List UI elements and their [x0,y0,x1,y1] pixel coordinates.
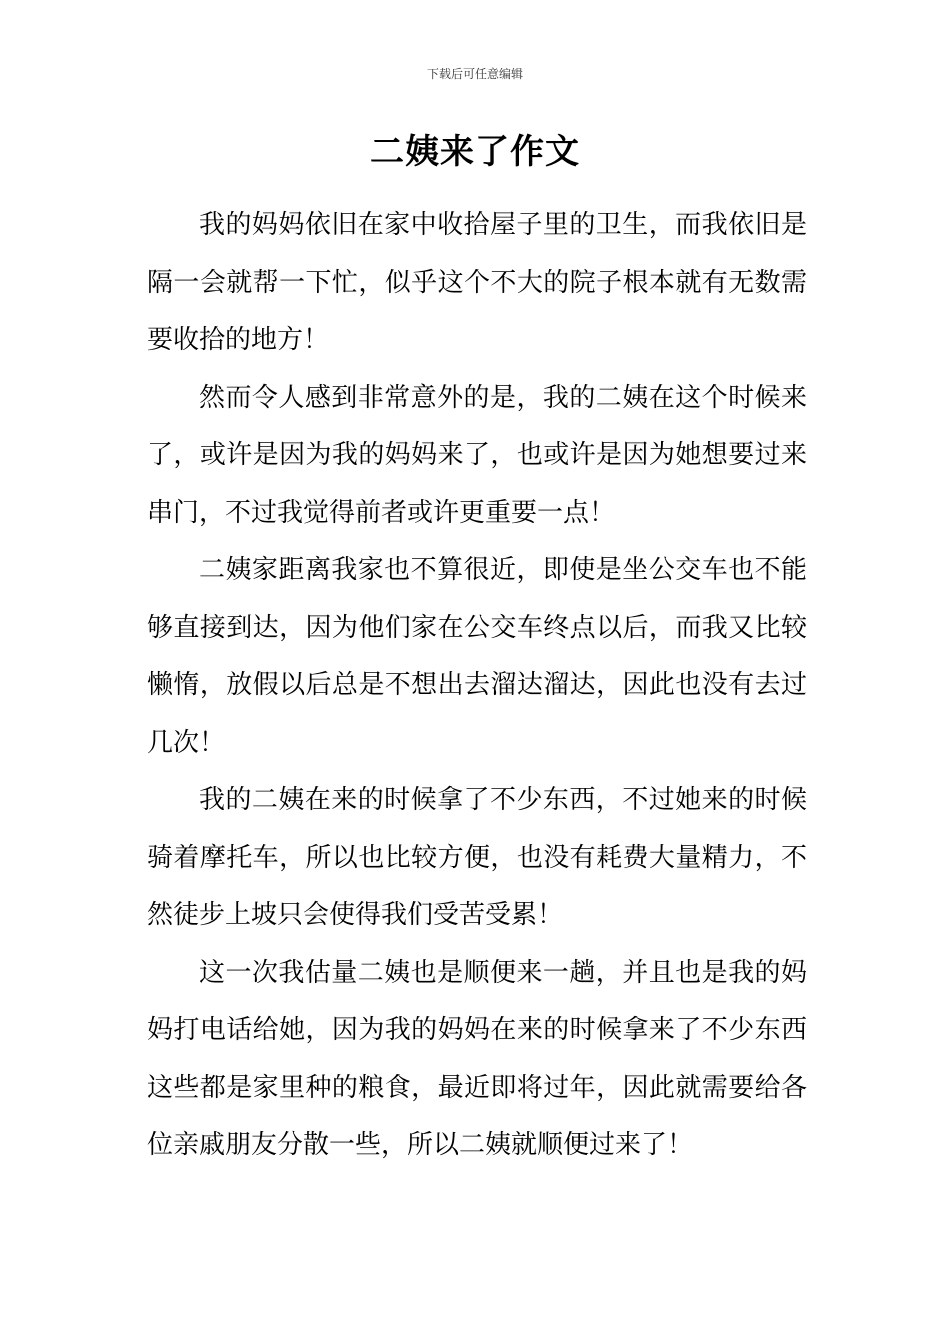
paragraph-1: 我的妈妈依旧在家中收拾屋子里的卫生，而我依旧是隔一会就帮一下忙，似乎这个不大的院子根本就有无数需要收拾的地方！ [147,210,807,355]
paragraph-4: 我的二姨在来的时候拿了不少东西，不过她来的时候骑着摩托车，所以也比较方便，也没有耗费大量精力，不然徒步上坡只会使得我们受苦受累！ [147,785,807,930]
document-title: 二姨来了作文 [370,132,580,172]
paragraph-3: 二姨家距离我家也不算很近，即使是坐公交车也不能够直接到达，因为他们家在公交车终点以后，而我又比较懒惰，放假以后总是不想出去溜达溜达，因此也没有去过几次！ [147,555,807,758]
essay-body [147,197,807,1175]
paragraph-2: 然而令人感到非常意外的是，我的二姨在这个时候来了，或许是因为我的妈妈来了，也或许是因为她想要过来串门，不过我觉得前者或许更重要一点！ [147,382,807,528]
paragraph-5: 这一次我估量二姨也是顺便来一趟，并且也是我的妈妈打电话给她，因为我的妈妈在来的时候拿来了不少东西这些都是家里种的粮食，最近即将过年，因此就需要给各位亲戚朋友分散一些，所以二姨就顺便过来了！ [147,957,807,1160]
header-note: 下载后可任意编辑 [426,67,523,81]
